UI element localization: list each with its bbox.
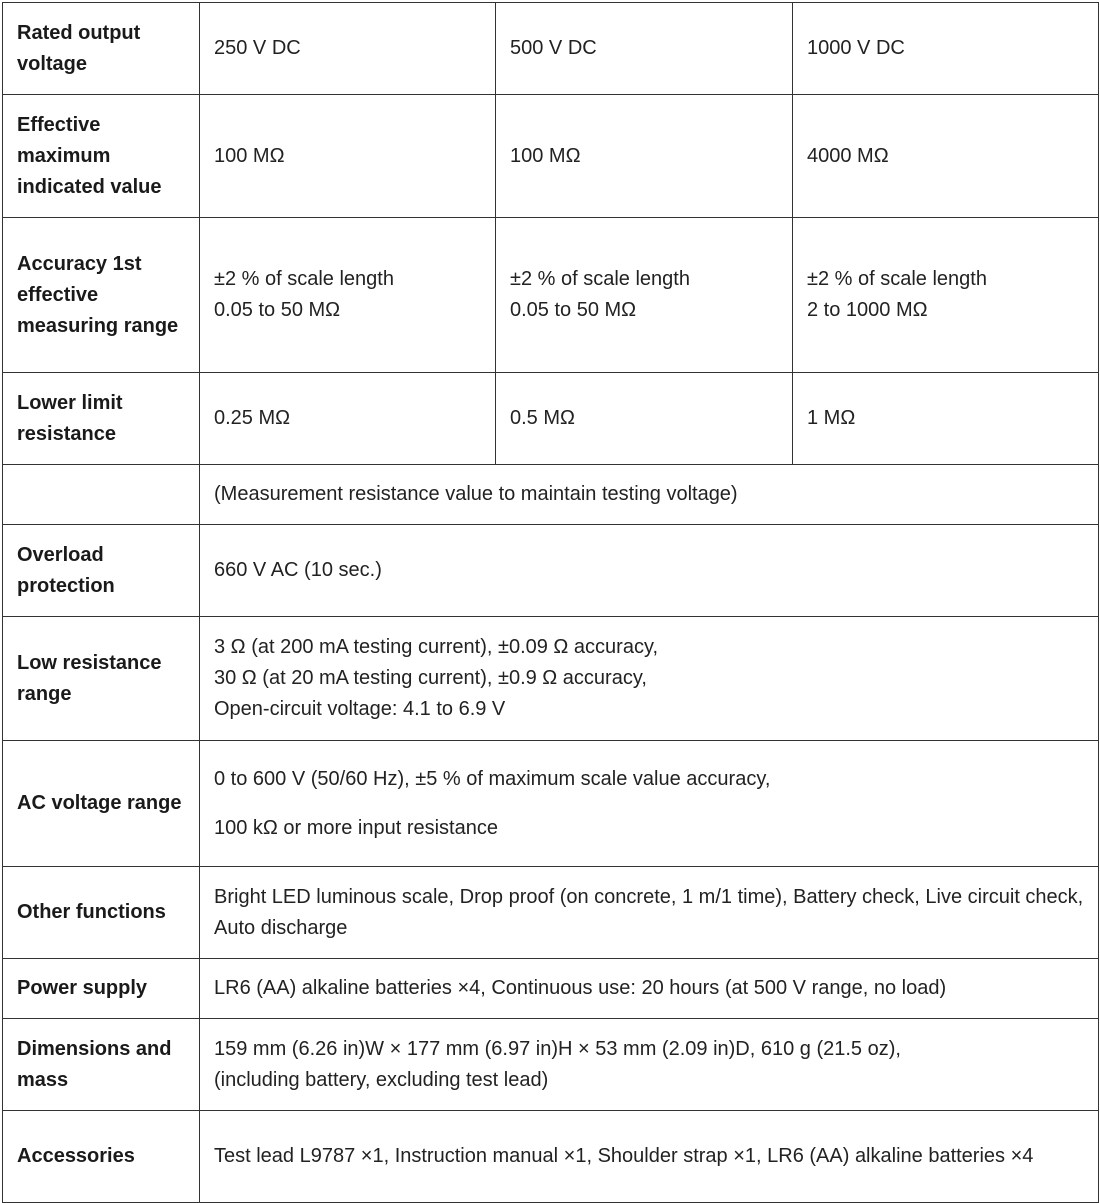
spec-table	[2, 2, 1099, 1203]
row-label-empty	[3, 465, 200, 525]
table-row	[3, 465, 1099, 525]
cell-line: 0.05 to 50 MΩ	[510, 299, 637, 321]
table-row	[3, 373, 1099, 465]
cell-value: 0.5 MΩ	[496, 373, 793, 465]
table-row	[3, 867, 1099, 959]
cell-note: (Measurement resistance value to maintain testing voltage)	[200, 465, 1099, 525]
cell-line: 0 to 600 V (50/60 Hz), ±5 % of maximum scale value accuracy,	[214, 767, 771, 790]
cell-value	[496, 218, 793, 373]
table-row	[3, 1111, 1099, 1203]
cell-line: 3 Ω (at 200 mA testing current), ±0.09 Ω accuracy,	[214, 636, 659, 658]
cell-value: 250 V DC	[200, 3, 496, 95]
cell-line: 100 kΩ or more input resistance	[214, 816, 498, 839]
cell-value	[200, 617, 1099, 741]
row-label: Accessories	[3, 1111, 200, 1203]
cell-line: (including battery, excluding test lead)	[214, 1068, 549, 1091]
cell-value	[793, 218, 1099, 373]
cell-line: ±2 % of scale length	[510, 268, 690, 290]
cell-value	[200, 218, 496, 373]
cell-value: 1 MΩ	[793, 373, 1099, 465]
cell-value	[200, 1019, 1099, 1111]
cell-value: 100 MΩ	[200, 95, 496, 218]
cell-value: 4000 MΩ	[793, 95, 1099, 218]
row-label: Accuracy 1st effective measuring range	[3, 218, 200, 373]
cell-value: 1000 V DC	[793, 3, 1099, 95]
row-label: Power supply	[3, 959, 200, 1019]
row-label: Lower limit resistance	[3, 373, 200, 465]
line-spacer	[214, 795, 1084, 813]
row-label: Effective maximum indicated value	[3, 95, 200, 218]
cell-value: Test lead L9787 ×1, Instruction manual ×1, Shoulder strap ×1, LR6 (AA) alkaline batteries ×4	[200, 1111, 1099, 1203]
table-row	[3, 3, 1099, 95]
table-row	[3, 617, 1099, 741]
cell-value: 500 V DC	[496, 3, 793, 95]
row-label: Overload protection	[3, 525, 200, 617]
cell-line: 159 mm (6.26 in)W × 177 mm (6.97 in)H × 53 mm (2.09 in)D, 610 g (21.5 oz),	[214, 1037, 901, 1060]
cell-value: 660 V AC (10 sec.)	[200, 525, 1099, 617]
cell-line: 30 Ω (at 20 mA testing current), ±0.9 Ω accuracy,	[214, 667, 647, 689]
row-label: AC voltage range	[3, 741, 200, 867]
cell-line: 0.05 to 50 MΩ	[214, 299, 341, 321]
cell-value: 100 MΩ	[496, 95, 793, 218]
table-row	[3, 1019, 1099, 1111]
cell-line: ±2 % of scale length	[214, 268, 394, 290]
cell-line: 2 to 1000 MΩ	[807, 299, 928, 321]
row-label: Dimensions and mass	[3, 1019, 200, 1111]
row-label: Other functions	[3, 867, 200, 959]
table-row	[3, 741, 1099, 867]
cell-value: LR6 (AA) alkaline batteries ×4, Continuous use: 20 hours (at 500 V range, no load)	[200, 959, 1099, 1019]
cell-line: ±2 % of scale length	[807, 268, 987, 290]
table-row	[3, 525, 1099, 617]
table-row	[3, 218, 1099, 373]
row-label: Rated output voltage	[3, 3, 200, 95]
table-row	[3, 959, 1099, 1019]
cell-value	[200, 741, 1099, 867]
row-label: Low resistance range	[3, 617, 200, 741]
cell-value: 0.25 MΩ	[200, 373, 496, 465]
cell-value: Bright LED luminous scale, Drop proof (on concrete, 1 m/1 time), Battery check, Live circuit check, Auto discharge	[200, 867, 1099, 959]
table-row	[3, 95, 1099, 218]
cell-line: Open-circuit voltage: 4.1 to 6.9 V	[214, 698, 506, 720]
